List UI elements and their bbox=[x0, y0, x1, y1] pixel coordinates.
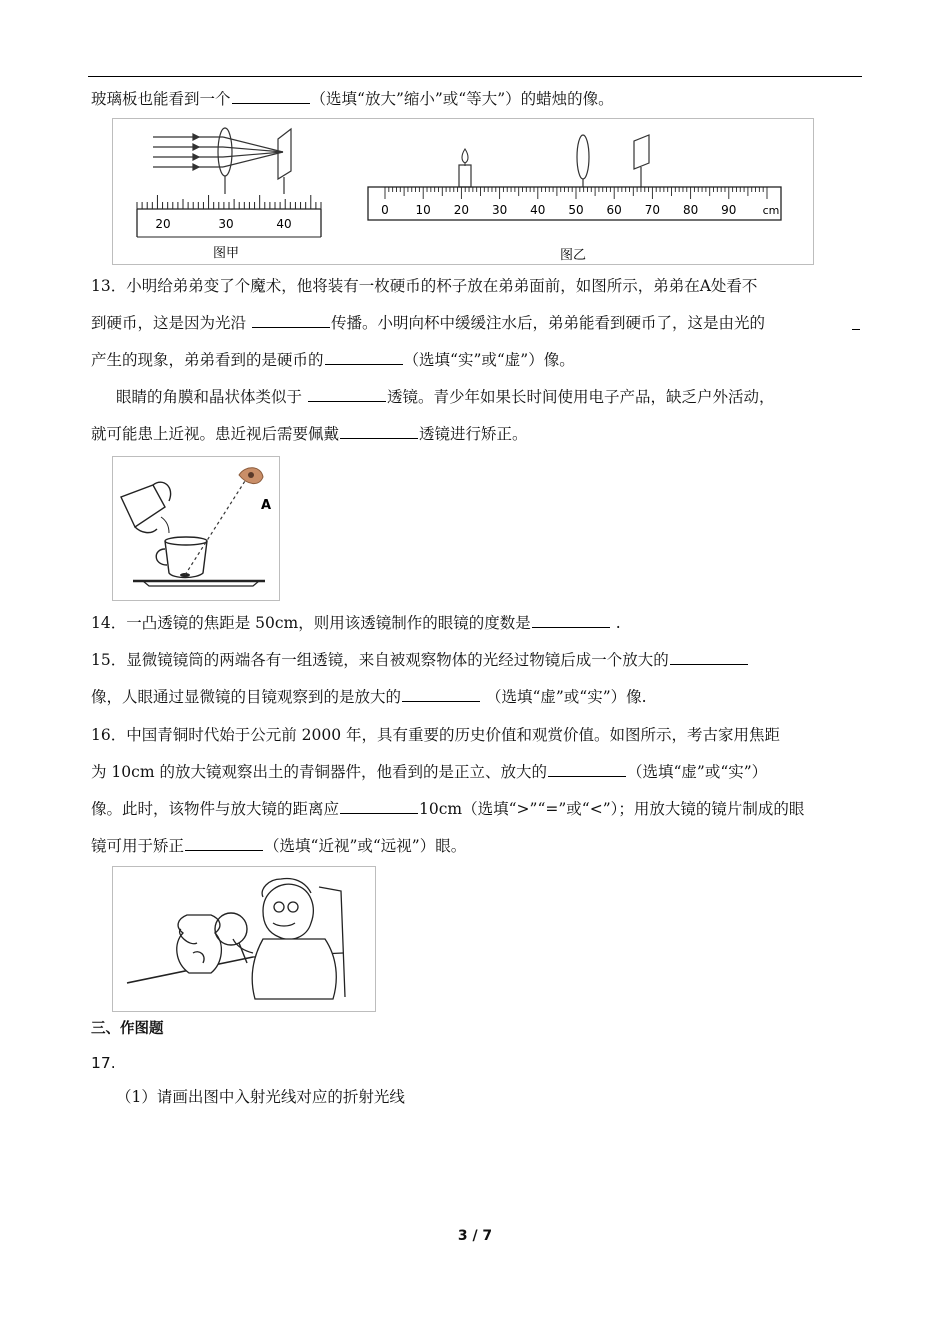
ruler-yi-label: 70 bbox=[644, 203, 661, 217]
lens-diagram bbox=[113, 119, 813, 264]
figure-lens-experiment bbox=[112, 118, 814, 265]
ruler-yi-label: 50 bbox=[568, 203, 584, 217]
figure-cup-coin bbox=[112, 456, 280, 601]
candle bbox=[459, 149, 471, 187]
q16-line2: 为 10cm 的放大镜观察出土的青铜器件，他看到的是正立、放大的 （选填“虚”或“实”） bbox=[91, 763, 768, 781]
q15-line2: 像，人眼通过显微镜的目镜观察到的是放大的 （选填“虚”或“实”）像. bbox=[91, 688, 647, 706]
ruler-yi-label: 30 bbox=[491, 203, 508, 217]
ruler-yi-label: 90 bbox=[721, 203, 737, 217]
q15-line1: 15．显微镜镜筒的两端各有一组透镜，来自被观察物体的光经过物镜后成一个放大的 bbox=[91, 649, 749, 671]
q13-line3: 产生的现象，弟弟看到的是硬币的 （选填“实”或“虚”）像。 bbox=[91, 351, 575, 369]
q13-line2: 到硬币，这是因为光沿 传播。小明向杯中缓缓注水后，弟弟能看到硬币了，这是由光的 bbox=[91, 314, 765, 332]
q13-line4: 眼睛的角膜和晶状体类似于 透镜。青少年如果长时间使用电子产品，缺乏户外活动， bbox=[116, 388, 775, 406]
optical-bench-ruler bbox=[368, 187, 781, 220]
q16-line1: 16．中国青铜时代始于公元前 2000 年，具有重要的历史价值和观赏价值。如图所示，考古家用焦距 bbox=[91, 726, 781, 744]
answer-blank[interactable] bbox=[670, 649, 748, 665]
header-rule bbox=[88, 76, 862, 77]
pitcher bbox=[121, 482, 171, 533]
answer-blank[interactable] bbox=[340, 423, 418, 439]
q16-line4: 镜可用于矫正 （选填“近视”或“远视”）眼。 bbox=[91, 837, 467, 855]
ruler-jia-label: 30 bbox=[218, 217, 234, 231]
q13-line1: 13．小明给弟弟变了个魔术，他将装有一枚硬币的杯子放在弟弟面前，如图所示，弟弟在A处看不 bbox=[91, 277, 758, 295]
q17-number: 17. bbox=[91, 1054, 116, 1072]
cup bbox=[133, 537, 265, 586]
convex-lens-jia bbox=[218, 128, 232, 176]
answer-blank[interactable] bbox=[185, 835, 263, 851]
point-A-label: A bbox=[261, 498, 272, 513]
ruler-yi-label: 40 bbox=[530, 203, 546, 217]
ruler-jia-label: 40 bbox=[276, 217, 292, 231]
ruler-yi-label: 80 bbox=[682, 203, 699, 217]
q17-part1: （1）请画出图中入射光线对应的折射光线 bbox=[116, 1088, 405, 1106]
bronze-vessel bbox=[177, 915, 222, 973]
answer-blank[interactable] bbox=[340, 798, 418, 814]
answer-blank[interactable] bbox=[548, 761, 626, 777]
answer-blank[interactable] bbox=[308, 386, 386, 402]
ruler-yi-label: 0 bbox=[381, 203, 389, 217]
answer-blank[interactable] bbox=[532, 612, 610, 628]
ruler-yi-label: 10 bbox=[415, 203, 431, 217]
q13-line5: 就可能患上近视。患近视后需要佩戴 透镜进行矫正。 bbox=[91, 425, 528, 443]
ruler-jia bbox=[137, 195, 321, 237]
q12-text: （选填“放大”缩小”或“等大”）的蜡烛的像。 bbox=[310, 90, 614, 108]
q14-line: 14．一凸透镜的焦距是 50cm，则用该透镜制作的眼镜的度数是 . bbox=[91, 614, 621, 632]
answer-blank[interactable] bbox=[252, 312, 330, 328]
ruler-unit-label: cm bbox=[762, 204, 780, 217]
answer-blank[interactable] bbox=[402, 686, 480, 702]
section-title: 三、作图题 bbox=[91, 1021, 164, 1037]
screen-yi bbox=[634, 135, 649, 169]
q12-line1 bbox=[91, 88, 614, 110]
page-number: 3 / 7 bbox=[457, 1228, 493, 1244]
archaeologist bbox=[233, 879, 345, 999]
q12-text: 玻璃板也能看到一个 bbox=[91, 90, 231, 108]
ruler-yi-label: 60 bbox=[606, 203, 622, 217]
screen-jia bbox=[278, 129, 291, 179]
q16-line3: 像。此时，该物件与放大镜的距离应 10cm（选填“>”“=”或“<”）；用放大镜的镜片制成的眼 bbox=[91, 800, 805, 818]
answer-blank[interactable] bbox=[325, 349, 403, 365]
ruler-jia-label: 20 bbox=[155, 217, 171, 231]
fig-jia-label: 图甲 bbox=[212, 246, 240, 261]
sight-line bbox=[185, 481, 245, 575]
answer-blank[interactable] bbox=[232, 88, 310, 104]
answer-blank-fragment[interactable] bbox=[852, 329, 860, 330]
ruler-yi-label: 20 bbox=[453, 203, 470, 217]
convex-lens-yi bbox=[577, 135, 589, 179]
eye-icon bbox=[239, 468, 263, 484]
fig-yi-label: 图乙 bbox=[559, 248, 587, 263]
figure-archaeologist bbox=[112, 866, 376, 1012]
